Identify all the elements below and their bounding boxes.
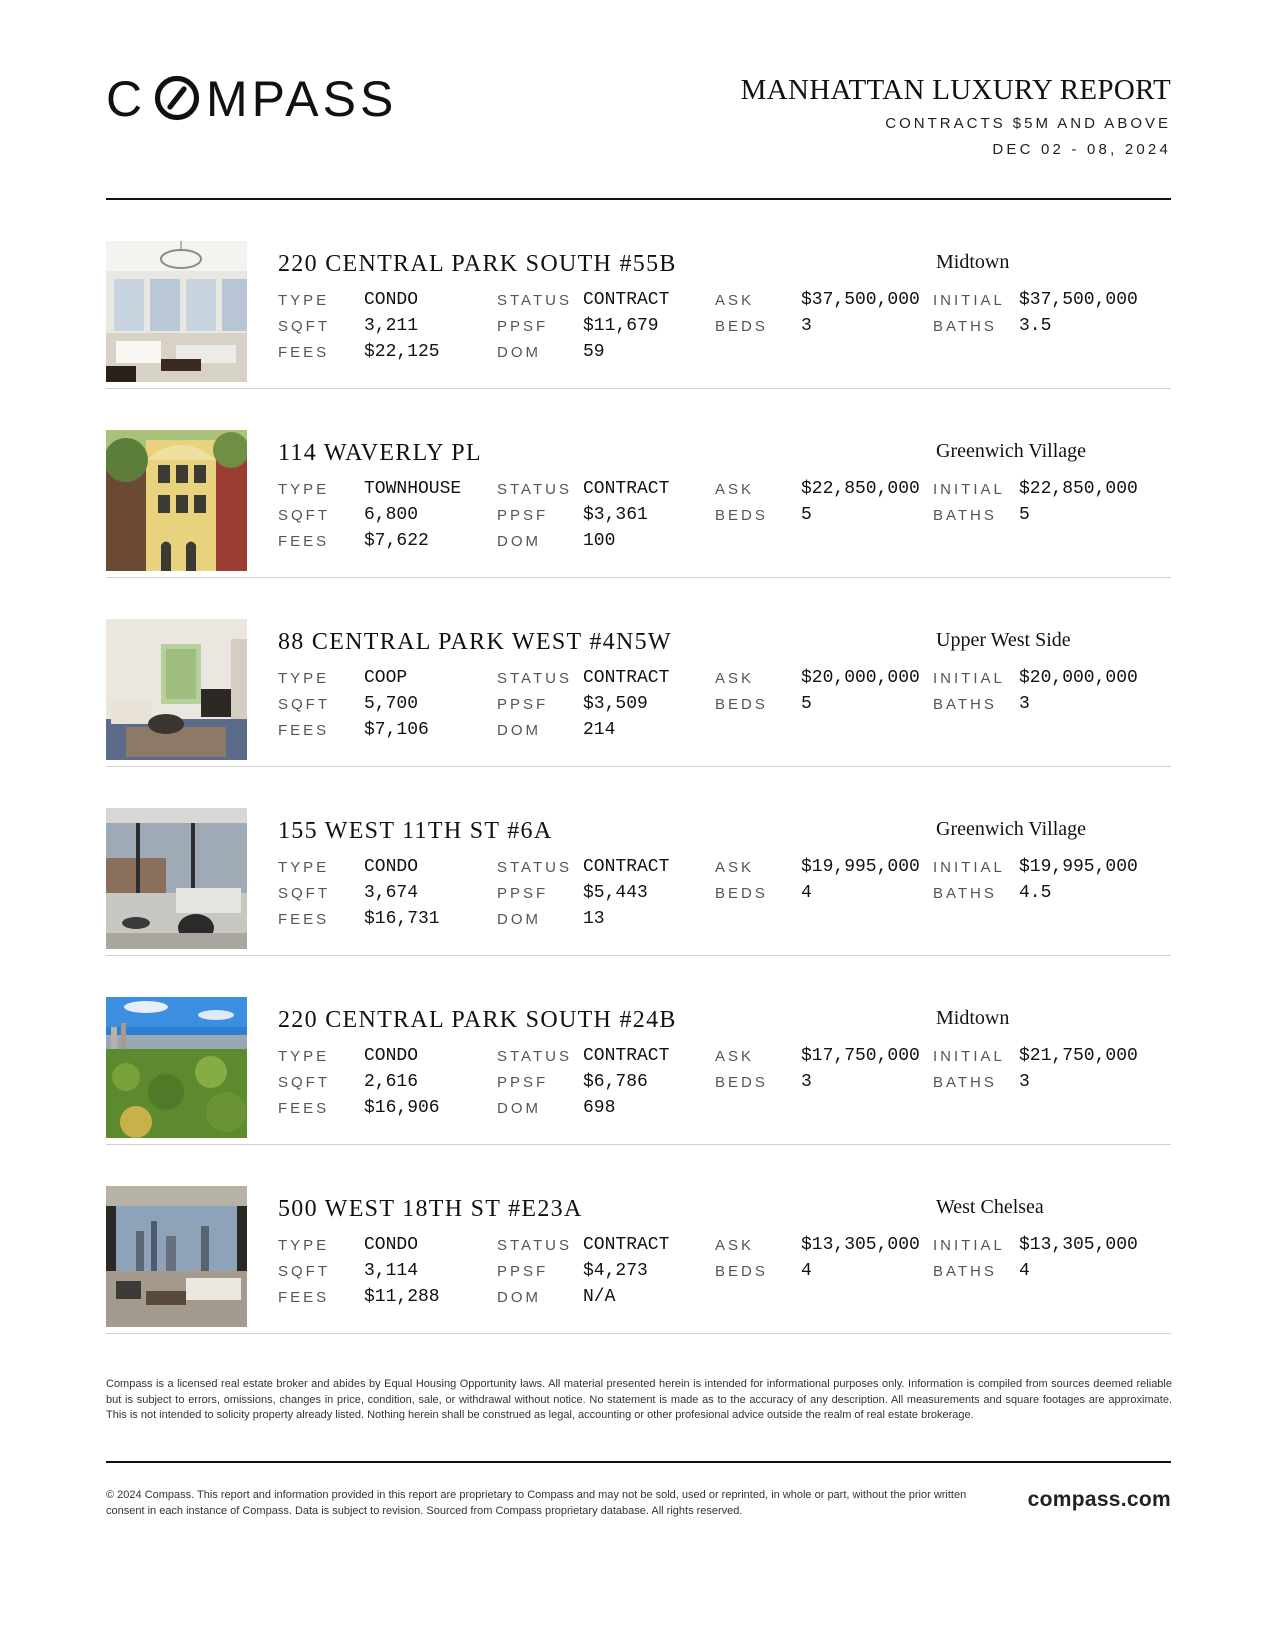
compass-logo: [106, 74, 426, 124]
dom-label: DOM: [497, 722, 541, 739]
fees-value: $7,106: [364, 720, 429, 740]
listing-row[interactable]: [106, 767, 1171, 956]
ask-value: $20,000,000: [801, 668, 920, 688]
type-value: CONDO: [364, 1235, 419, 1255]
dom-label: DOM: [497, 533, 541, 550]
status-value: CONTRACT: [583, 857, 670, 877]
beds-label: BEDS: [715, 696, 768, 713]
listing-row[interactable]: [106, 956, 1171, 1145]
ppsf-value: $4,273: [583, 1261, 648, 1281]
dom-value: 698: [583, 1098, 616, 1118]
central-park-view-photo[interactable]: [106, 997, 247, 1138]
ask-label: ASK: [715, 859, 755, 876]
type-label: TYPE: [278, 1048, 330, 1065]
sqft-label: SQFT: [278, 885, 330, 902]
fees-label: FEES: [278, 911, 330, 928]
status-label: STATUS: [497, 670, 572, 687]
listing-neighborhood: Upper West Side: [936, 629, 1071, 651]
ppsf-value: $5,443: [583, 883, 648, 903]
initial-label: INITIAL: [933, 1048, 1005, 1065]
report-header: [741, 74, 1171, 158]
skyline-living-room-photo[interactable]: [106, 1186, 247, 1327]
listing-row[interactable]: [106, 389, 1171, 578]
fees-value: $7,622: [364, 531, 429, 551]
fees-label: FEES: [278, 1100, 330, 1117]
type-label: TYPE: [278, 292, 330, 309]
beds-value: 5: [801, 694, 812, 714]
listing-address[interactable]: 88 CENTRAL PARK WEST #4N5W: [278, 629, 672, 655]
initial-label: INITIAL: [933, 859, 1005, 876]
listing-neighborhood: Greenwich Village: [936, 440, 1087, 462]
ask-value: $22,850,000: [801, 479, 920, 499]
ask-label: ASK: [715, 481, 755, 498]
listing-row[interactable]: [106, 578, 1171, 767]
type-value: CONDO: [364, 1046, 419, 1066]
status-value: CONTRACT: [583, 668, 670, 688]
initial-value: $21,750,000: [1019, 1046, 1138, 1066]
initial-label: INITIAL: [933, 1237, 1005, 1254]
listing-address[interactable]: 114 WAVERLY PL: [278, 440, 482, 466]
sqft-value: 3,674: [364, 883, 419, 903]
beds-value: 3: [801, 316, 812, 336]
copyright-notice: © 2024 Compass. This report and information provided in this report are proprietary to Compass and may not be sold, used or reprinted, in whole or part, without the prior written consent in each instance of Compass. Data is subject to revision. Sourced from Compass proprietary database. All rights reserved.: [106, 1489, 967, 1517]
status-label: STATUS: [497, 1048, 572, 1065]
townhouse-facade-photo[interactable]: [106, 430, 247, 571]
baths-label: BATHS: [933, 1074, 997, 1091]
fees-label: FEES: [278, 722, 330, 739]
ask-label: ASK: [715, 670, 755, 687]
ppsf-label: PPSF: [497, 318, 549, 335]
listing-divider: [106, 1333, 1171, 1334]
sqft-value: 5,700: [364, 694, 419, 714]
baths-value: 4: [1019, 1261, 1030, 1281]
fees-value: $22,125: [364, 342, 440, 362]
sqft-label: SQFT: [278, 1263, 330, 1280]
sqft-label: SQFT: [278, 507, 330, 524]
ask-value: $19,995,000: [801, 857, 920, 877]
footer-divider: [106, 1461, 1171, 1463]
ppsf-value: $6,786: [583, 1072, 648, 1092]
beds-value: 5: [801, 505, 812, 525]
baths-value: 3: [1019, 694, 1030, 714]
report-date-range: DEC 02 - 08, 2024: [992, 141, 1171, 158]
baths-label: BATHS: [933, 885, 997, 902]
type-value: CONDO: [364, 290, 419, 310]
listing-row[interactable]: [106, 200, 1171, 389]
initial-value: $20,000,000: [1019, 668, 1138, 688]
dom-label: DOM: [497, 344, 541, 361]
dom-value: 214: [583, 720, 616, 740]
type-value: TOWNHOUSE: [364, 479, 462, 499]
sqft-value: 2,616: [364, 1072, 419, 1092]
status-label: STATUS: [497, 481, 572, 498]
dom-label: DOM: [497, 911, 541, 928]
status-label: STATUS: [497, 859, 572, 876]
fees-label: FEES: [278, 533, 330, 550]
initial-label: INITIAL: [933, 481, 1005, 498]
initial-value: $37,500,000: [1019, 290, 1138, 310]
ask-label: ASK: [715, 292, 755, 309]
beds-value: 3: [801, 1072, 812, 1092]
initial-value: $13,305,000: [1019, 1235, 1138, 1255]
baths-label: BATHS: [933, 1263, 997, 1280]
listing-address[interactable]: 220 CENTRAL PARK SOUTH #55B: [278, 251, 677, 277]
modern-living-room-photo[interactable]: [106, 808, 247, 949]
sqft-label: SQFT: [278, 318, 330, 335]
baths-value: 3.5: [1019, 316, 1052, 336]
beds-value: 4: [801, 883, 812, 903]
sqft-label: SQFT: [278, 696, 330, 713]
luxury-living-room-photo[interactable]: [106, 241, 247, 382]
initial-label: INITIAL: [933, 670, 1005, 687]
ask-value: $17,750,000: [801, 1046, 920, 1066]
beds-label: BEDS: [715, 1074, 768, 1091]
ask-label: ASK: [715, 1048, 755, 1065]
listing-address[interactable]: 155 WEST 11TH ST #6A: [278, 818, 553, 844]
initial-label: INITIAL: [933, 292, 1005, 309]
ppsf-label: PPSF: [497, 885, 549, 902]
type-label: TYPE: [278, 670, 330, 687]
type-value: COOP: [364, 668, 408, 688]
report-subtitle: CONTRACTS $5M AND ABOVE: [885, 115, 1171, 132]
type-label: TYPE: [278, 481, 330, 498]
type-value: CONDO: [364, 857, 419, 877]
classic-living-room-photo[interactable]: [106, 619, 247, 760]
ppsf-label: PPSF: [497, 507, 549, 524]
initial-value: $19,995,000: [1019, 857, 1138, 877]
fees-label: FEES: [278, 344, 330, 361]
dom-value: 100: [583, 531, 616, 551]
website-link[interactable]: compass.com: [1027, 1488, 1171, 1511]
ask-value: $13,305,000: [801, 1235, 920, 1255]
dom-label: DOM: [497, 1289, 541, 1306]
dom-value: N/A: [583, 1287, 616, 1307]
legal-disclaimer: Compass is a licensed real estate broker and abides by Equal Housing Opportunity laws. All material presented herein is intended for informational purposes only. Information is compiled from sources deemed reliable but is subject to errors, omissions, changes in price, condition, sale, or withdrawal without notice. No statement is made as to the accuracy of any description. All measurements and square footages are approximate. This is not intended to solicity property already listed. Nothing herein shall be construed as legal, accounting or other profesional advice outside the realm of real estate brokerage.: [106, 1378, 1172, 1421]
type-label: TYPE: [278, 1237, 330, 1254]
listing-address[interactable]: 220 CENTRAL PARK SOUTH #24B: [278, 1007, 677, 1033]
fees-value: $16,906: [364, 1098, 440, 1118]
listing-row[interactable]: [106, 1145, 1171, 1334]
listing-address[interactable]: 500 WEST 18TH ST #E23A: [278, 1196, 583, 1222]
sqft-label: SQFT: [278, 1074, 330, 1091]
sqft-value: 3,114: [364, 1261, 419, 1281]
ask-value: $37,500,000: [801, 290, 920, 310]
status-value: CONTRACT: [583, 1235, 670, 1255]
status-value: CONTRACT: [583, 290, 670, 310]
status-value: CONTRACT: [583, 479, 670, 499]
dom-value: 13: [583, 909, 605, 929]
type-label: TYPE: [278, 859, 330, 876]
sqft-value: 6,800: [364, 505, 419, 525]
initial-value: $22,850,000: [1019, 479, 1138, 499]
beds-label: BEDS: [715, 885, 768, 902]
svg-text:MPASS: MPASS: [206, 74, 398, 124]
listing-neighborhood: Midtown: [936, 1007, 1010, 1029]
baths-value: 4.5: [1019, 883, 1052, 903]
ppsf-value: $3,361: [583, 505, 648, 525]
ppsf-label: PPSF: [497, 696, 549, 713]
baths-value: 5: [1019, 505, 1030, 525]
fees-value: $11,288: [364, 1287, 440, 1307]
ppsf-label: PPSF: [497, 1074, 549, 1091]
fees-label: FEES: [278, 1289, 330, 1306]
fees-value: $16,731: [364, 909, 440, 929]
report-title: MANHATTAN LUXURY REPORT: [740, 74, 1171, 106]
svg-text:C: C: [106, 74, 147, 124]
baths-label: BATHS: [933, 318, 997, 335]
beds-label: BEDS: [715, 1263, 768, 1280]
status-label: STATUS: [497, 292, 572, 309]
beds-value: 4: [801, 1261, 812, 1281]
ask-label: ASK: [715, 1237, 755, 1254]
status-value: CONTRACT: [583, 1046, 670, 1066]
listing-neighborhood: Midtown: [936, 251, 1010, 273]
listing-neighborhood: Greenwich Village: [936, 818, 1087, 840]
ppsf-value: $3,509: [583, 694, 648, 714]
dom-value: 59: [583, 342, 605, 362]
beds-label: BEDS: [715, 318, 768, 335]
sqft-value: 3,211: [364, 316, 419, 336]
dom-label: DOM: [497, 1100, 541, 1117]
listing-neighborhood: West Chelsea: [936, 1196, 1044, 1218]
baths-label: BATHS: [933, 507, 997, 524]
ppsf-label: PPSF: [497, 1263, 549, 1280]
baths-label: BATHS: [933, 696, 997, 713]
ppsf-value: $11,679: [583, 316, 659, 336]
beds-label: BEDS: [715, 507, 768, 524]
baths-value: 3: [1019, 1072, 1030, 1092]
status-label: STATUS: [497, 1237, 572, 1254]
